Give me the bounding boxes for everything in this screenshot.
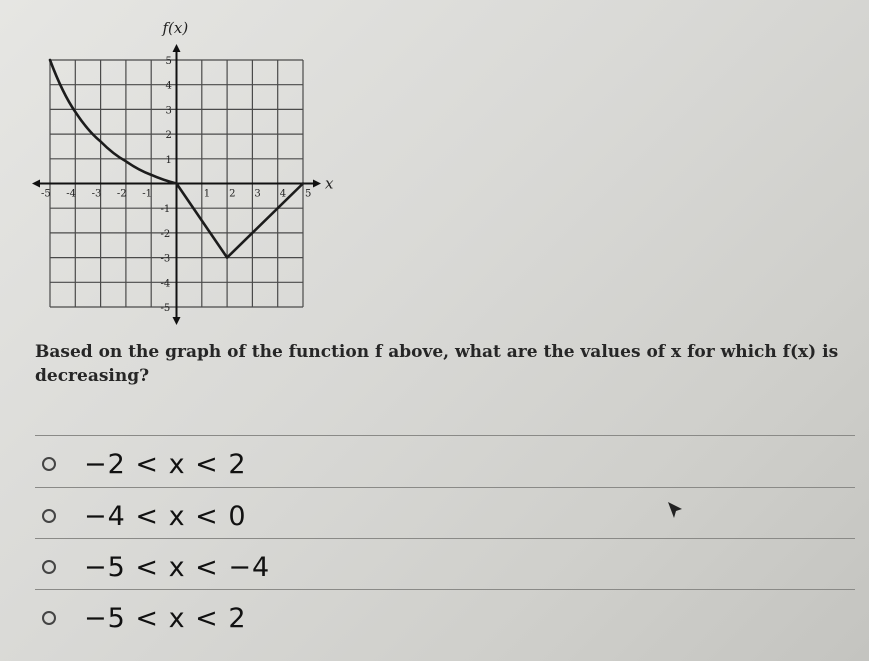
answer-option-label: −5 < x < 2 <box>84 602 247 634</box>
y-tick-label: -4 <box>160 278 171 290</box>
radio-button[interactable] <box>42 509 56 523</box>
radio-button[interactable] <box>42 457 56 471</box>
answer-option-1[interactable] <box>42 445 642 483</box>
y-tick-label: -5 <box>160 303 171 314</box>
x-tick-label: 3 <box>254 188 261 200</box>
x-axis-arrow-icon <box>32 180 40 188</box>
y-tick-label: 5 <box>165 56 172 67</box>
y-tick-label: -2 <box>160 228 171 240</box>
y-axis-arrow-icon <box>173 44 181 52</box>
y-tick-label: -3 <box>160 253 171 265</box>
answer-option-4[interactable] <box>42 599 642 637</box>
x-tick-label: -5 <box>41 188 51 200</box>
x-axis-arrow-icon <box>313 180 321 188</box>
answer-option-3[interactable] <box>42 548 642 586</box>
answer-option-label: −5 < x < −4 <box>84 551 271 583</box>
x-tick-label: 2 <box>229 188 236 200</box>
x-tick-label: -3 <box>91 188 102 200</box>
question-text: Based on the graph of the function f above, what are the values of x for which f(x) is decreasing? <box>35 342 839 386</box>
function-graph <box>25 15 335 325</box>
y-tick-label: 2 <box>165 130 172 142</box>
x-tick-label: -1 <box>142 188 152 200</box>
radio-button[interactable] <box>42 611 56 625</box>
divider <box>35 538 855 539</box>
x-axis-label: x <box>325 174 334 193</box>
radio-button[interactable] <box>42 560 56 574</box>
divider <box>35 589 855 590</box>
y-tick-label: 4 <box>165 80 172 92</box>
x-tick-label: 4 <box>279 188 287 200</box>
x-tick-label: 1 <box>203 188 211 200</box>
y-tick-label: 3 <box>165 105 172 117</box>
answer-option-label: −4 < x < 0 <box>84 500 247 532</box>
y-tick-label: 1 <box>165 154 172 166</box>
x-tick-label: 5 <box>305 188 312 200</box>
y-axis-label: f(x) <box>162 19 189 37</box>
x-tick-label: -2 <box>116 188 127 200</box>
divider <box>35 487 855 488</box>
divider <box>35 435 855 436</box>
y-tick-label: -1 <box>160 204 171 216</box>
y-axis-arrow-icon <box>173 317 181 325</box>
mouse-cursor-icon <box>666 500 686 522</box>
answer-option-2[interactable] <box>42 497 642 535</box>
x-tick-label: -4 <box>66 188 77 200</box>
answer-option-label: −2 < x < 2 <box>84 448 247 480</box>
